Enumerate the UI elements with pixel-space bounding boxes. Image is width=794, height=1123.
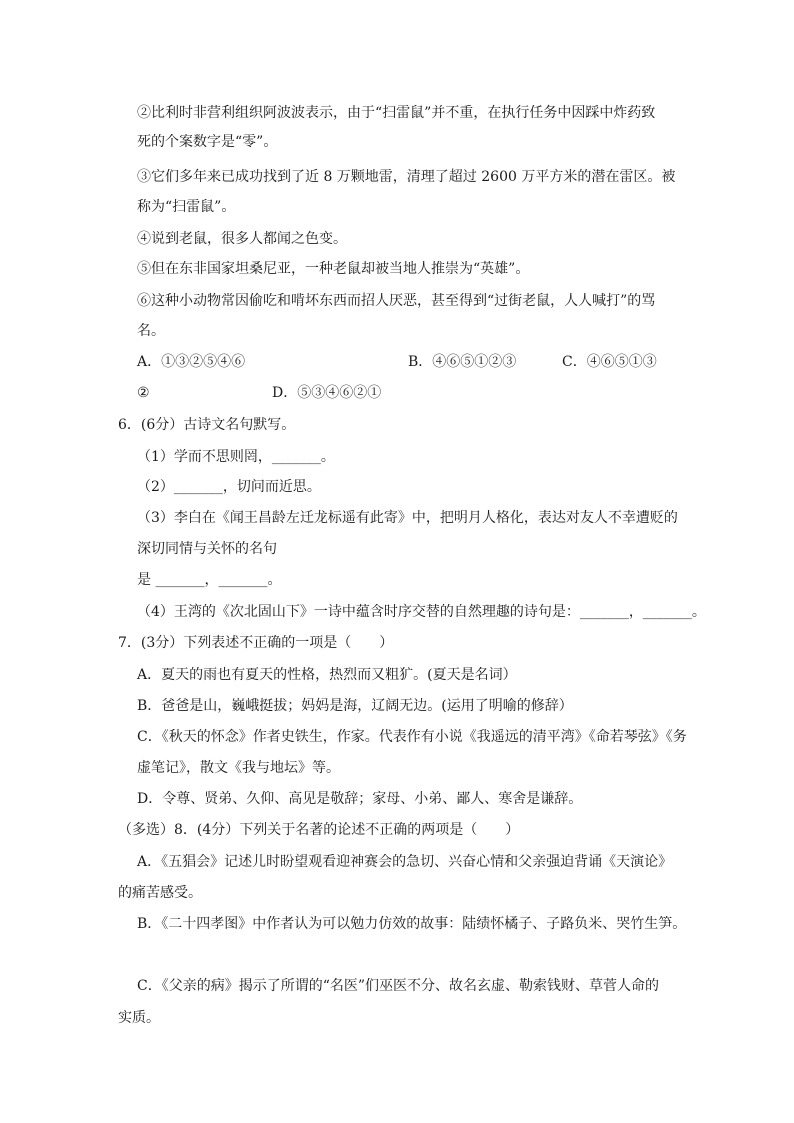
sentence-4: ④说到老鼠，很多人都闻之色变。: [137, 231, 347, 247]
q8-option-a-line-2: 的痛苦感受。: [118, 885, 202, 901]
q6-part-1: （1）学而不思则罔，_______。: [137, 449, 335, 465]
sentence-2-line-1: ②比利时非营利组织阿波波表示，由于“扫雷鼠”并不重，在执行任务中因踩中炸药致: [137, 105, 656, 121]
q7-option-d: D．令尊、贤弟、久仰、高见是敬辞；家母、小弟、鄙人、寒舍是谦辞。: [137, 791, 583, 807]
q6-part-3-line-3: 是 _______，_______。: [137, 572, 282, 588]
sentence-3-line-1: ③它们多年来已成功找到了近 8 万颗地雷，清理了超过 2600 万平方米的潜在雷区。被: [137, 169, 676, 185]
q8-option-c-line-2: 实质。: [118, 1010, 160, 1026]
q8-stem: （多选）8．(4分）下列关于名著的论述不正确的两项是（ ）: [118, 822, 520, 838]
q7-stem: 7．(3分）下列表述不正确的一项是（ ）: [118, 635, 394, 651]
q7-option-c-line-2: 虚笔记》，散文《我与地坛》等。: [137, 760, 340, 776]
sentence-3-line-2: 称为“扫雷鼠”。: [137, 199, 236, 215]
q5-option-b: B．④⑥⑤①②③: [408, 354, 517, 370]
q6-part-4: （4）王湾的《次北固山下》一诗中蕴含时序交替的自然理趣的诗句是：_______，_______。: [137, 604, 706, 620]
sentence-5: ⑤但在东非国家坦桑尼亚，一种老鼠却被当地人推崇为“英雄”。: [137, 261, 530, 277]
q5-option-c: C．④⑥⑤①③: [562, 354, 657, 370]
q5-option-a: A．①③②⑤④⑥: [137, 354, 246, 370]
q8-option-c-line-1: C．《父亲的病》揭示了所谓的“名医”们巫医不分、故名玄虚、勒索钱财、草菅人命的: [137, 978, 660, 994]
q6-stem: 6．(6分）古诗文名句默写。: [118, 417, 296, 433]
q6-part-3-line-2: 深切同情与关怀的名句: [137, 541, 277, 557]
q5-option-c-continued: ②: [137, 385, 150, 401]
q6-part-2: （2）_______，切问而近思。: [137, 479, 321, 495]
q6-part-3-line-1: （3）李白在《闻王昌龄左迁龙标遥有此寄》中，把明月人格化，表达对友人不幸遭贬的: [137, 510, 678, 526]
q7-option-a: A．夏天的雨也有夏天的性格，热烈而又粗犷。(夏天是名词）: [137, 667, 517, 683]
q7-option-c-line-1: C．《秋天的怀念》作者史铁生，作家。代表作有小说《我遥远的清平湾》《命若琴弦》《务: [137, 729, 687, 745]
sentence-2-line-2: 死的个案数字是“零”。: [137, 134, 278, 150]
q8-option-a-line-1: A．《五猖会》记述儿时盼望观看迎神赛会的急切、兴奋心情和父亲强迫背诵《天演论》: [137, 854, 673, 870]
sentence-6-line-2: 名。: [137, 323, 165, 339]
q7-option-b: B．爸爸是山，巍峨挺拔；妈妈是海，辽阔无边。(运用了明喻的修辞）: [137, 698, 573, 714]
sentence-6-line-1: ⑥这种小动物常因偷吃和啃坏东西而招人厌恶，甚至得到“过街老鼠，人人喊打”的骂: [137, 293, 656, 309]
q5-option-d: D．⑤③④⑥②①: [272, 385, 382, 401]
q8-option-b: B．《二十四孝图》中作者认为可以勉力仿效的故事：陆绩怀橘子、子路负米、哭竹生笋。: [137, 916, 687, 932]
